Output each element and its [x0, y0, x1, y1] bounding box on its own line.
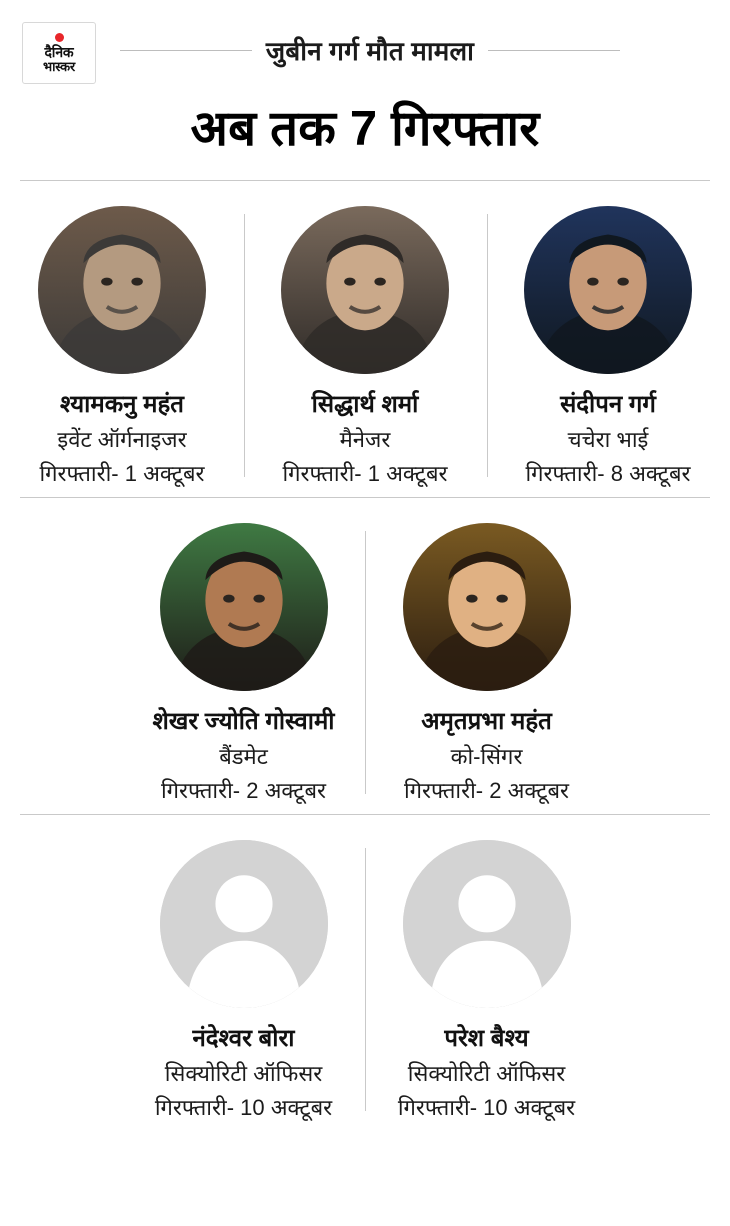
person-role: इवेंट ऑर्गनाइजर [57, 427, 187, 452]
person-role: चचेरा भाई [567, 427, 649, 452]
person-arrest-date: गिरफ्तारी- 8 अक्टूबर [525, 460, 691, 486]
photo-police-officer [524, 206, 692, 374]
person-name: संदीपन गर्ग [560, 391, 656, 418]
person-card [487, 206, 730, 487]
person-card [122, 840, 365, 1121]
kicker-row [0, 32, 730, 68]
header [0, 0, 730, 180]
person-row-1 [0, 180, 730, 497]
person-row-3 [0, 814, 730, 1131]
page-title: अब तक 7 गिरफ्तार [190, 102, 540, 156]
person-name: श्यामकनु महंत [60, 391, 184, 418]
person-card [244, 206, 487, 487]
photo-man-green-bg [160, 523, 328, 691]
kicker-text: जुबीन गर्ग मौत मामला [265, 36, 475, 66]
person-role: सिक्योरिटी ऑफिसर [407, 1061, 566, 1086]
person-card [365, 523, 608, 804]
person-card [122, 523, 365, 804]
person-name: शेखर ज्योति गोस्वामी [152, 708, 335, 735]
brand-logo [22, 22, 96, 84]
placeholder-avatar-icon [403, 840, 571, 1008]
photo-man-moustache [38, 206, 206, 374]
person-name: अमृतप्रभा महंत [421, 708, 552, 735]
person-card [365, 840, 608, 1121]
kicker-rule-left [120, 50, 252, 51]
person-role: बैंडमेट [219, 744, 268, 769]
person-role: मैनेजर [339, 427, 391, 452]
person-role: को-सिंगर [450, 744, 523, 769]
person-card [1, 206, 244, 487]
photo-woman-singer [403, 523, 571, 691]
logo-line1: दैनिक [44, 43, 74, 60]
logo-line2: भास्कर [42, 58, 76, 74]
person-arrest-date: गिरफ्तारी- 2 अक्टूबर [403, 777, 570, 803]
person-row-2 [0, 497, 730, 814]
kicker-rule-right [488, 50, 620, 51]
person-role: सिक्योरिटी ऑफिसर [164, 1061, 323, 1086]
person-name: सिद्धार्थ शर्मा [311, 391, 419, 418]
person-arrest-date: गिरफ्तारी- 10 अक्टूबर [397, 1094, 576, 1120]
placeholder-avatar-icon [160, 840, 328, 1008]
person-arrest-date: गिरफ्तारी- 2 अक्टूबर [160, 777, 327, 803]
logo-dot-icon [55, 33, 64, 42]
person-arrest-date: गिरफ्तारी- 10 अक्टूबर [154, 1094, 333, 1120]
person-arrest-date: गिरफ्तारी- 1 अक्टूबर [39, 460, 205, 486]
person-arrest-date: गिरफ्तारी- 1 अक्टूबर [282, 460, 448, 486]
person-name: नंदेश्वर बोरा [192, 1025, 295, 1052]
person-name: परेश बैश्य [444, 1025, 529, 1052]
photo-man-beard [281, 206, 449, 374]
